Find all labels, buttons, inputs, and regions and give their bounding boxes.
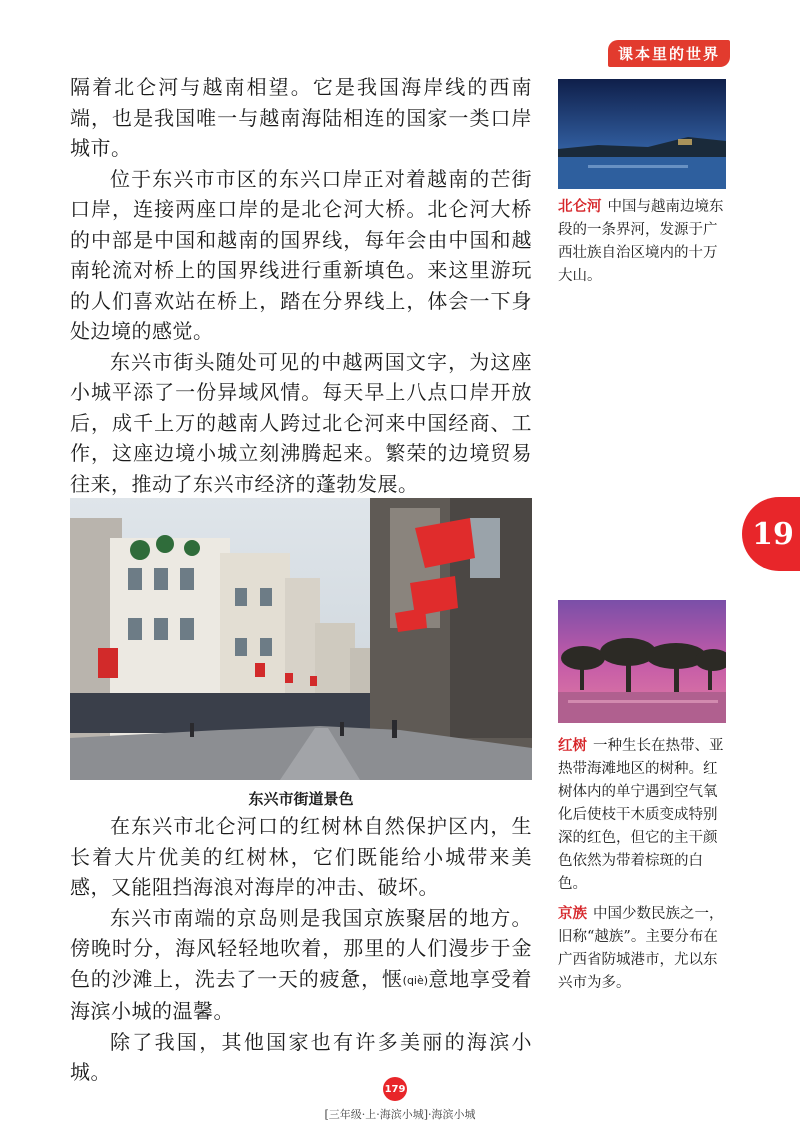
note-jing-people: [558, 903, 730, 995]
photo-caption: 东兴市街道景色: [248, 790, 354, 808]
note-beilun-river: [558, 196, 730, 288]
main-text-lower: [70, 811, 532, 1088]
note-term-jing: 京族: [558, 906, 587, 922]
note-text-jing: 中国少数民族之一，旧称“越族”。主要分布在广西省防城港市，尤以东兴市为多。: [558, 906, 724, 991]
river-photo: [558, 79, 726, 189]
page-footer: [三年级·上·海滨小城]·海滨小城: [324, 1108, 476, 1121]
paragraph-5: [70, 903, 532, 1027]
note-text-beilun: 中国与越南边境东段的一条界河，发源于广西壮族自治区境内的十万大山。: [558, 199, 724, 284]
page-number: 179: [383, 1077, 407, 1101]
chapter-tab: 19: [742, 497, 800, 571]
mangrove-photo: [558, 600, 726, 723]
note-text-mangrove: 一种生长在热带、亚热带海滩地区的树种。红树体内的单宁遇到空气氧化后使枝干木质变成特别深的红色，但它的主干颜色依然为带着棕斑的白色。: [558, 738, 724, 892]
main-text-upper: [70, 72, 532, 499]
paragraph-2: 位于东兴市市区的东兴口岸正对着越南的芒街口岸，连接两座口岸的是北仑河大桥。北仑河大桥的中部是中国和越南的国界线，每年会由中国和越南轮流对桥上的国界线进行重新填色。来这里游玩的人们喜欢站在桥上，踏在分界线上，体会一下身处边境的感觉。: [70, 166, 532, 343]
paragraph-5-part-a: 东兴市南端的京岛则是我国京族聚居的地方。傍晚时分，海风轻轻地吹着，那里的人们漫步于金色的沙滩上，洗去了一天的疲惫，惬: [70, 905, 532, 991]
section-badge: 课本里的世界: [608, 40, 730, 67]
paragraph-5-part-b: 意地享受着海滨小城的温馨。: [70, 966, 533, 1023]
paragraph-3: 东兴市街头随处可见的中越两国文字，为这座小城平添了一份异域风情。每天早上八点口岸开放后，成千上万的越南人跨过北仑河来中国经商、工作，这座边境小城立刻沸腾起来。繁荣的边境贸易往来，推动了东兴市经济的蓬勃发展。: [70, 349, 532, 496]
paragraph-1: 隔着北仑河与越南相望。它是我国海岸线的西南端，也是我国唯一与越南海陆相连的国家一类口岸城市。: [70, 75, 532, 160]
street-photo: [70, 498, 532, 780]
paragraph-6: 除了我国，其他国家也有许多美丽的海滨小城。: [70, 1029, 532, 1084]
note-mangrove: [558, 735, 730, 896]
paragraph-4: 在东兴市北仑河口的红树林自然保护区内，生长着大片优美的红树林，它们既能给小城带来美感，又能阻挡海浪对海岸的冲击、破坏。: [70, 814, 532, 899]
pinyin-annotation: (qiè): [402, 973, 429, 987]
note-term-beilun: 北仑河: [558, 199, 602, 215]
note-term-mangrove: 红树: [558, 738, 587, 754]
